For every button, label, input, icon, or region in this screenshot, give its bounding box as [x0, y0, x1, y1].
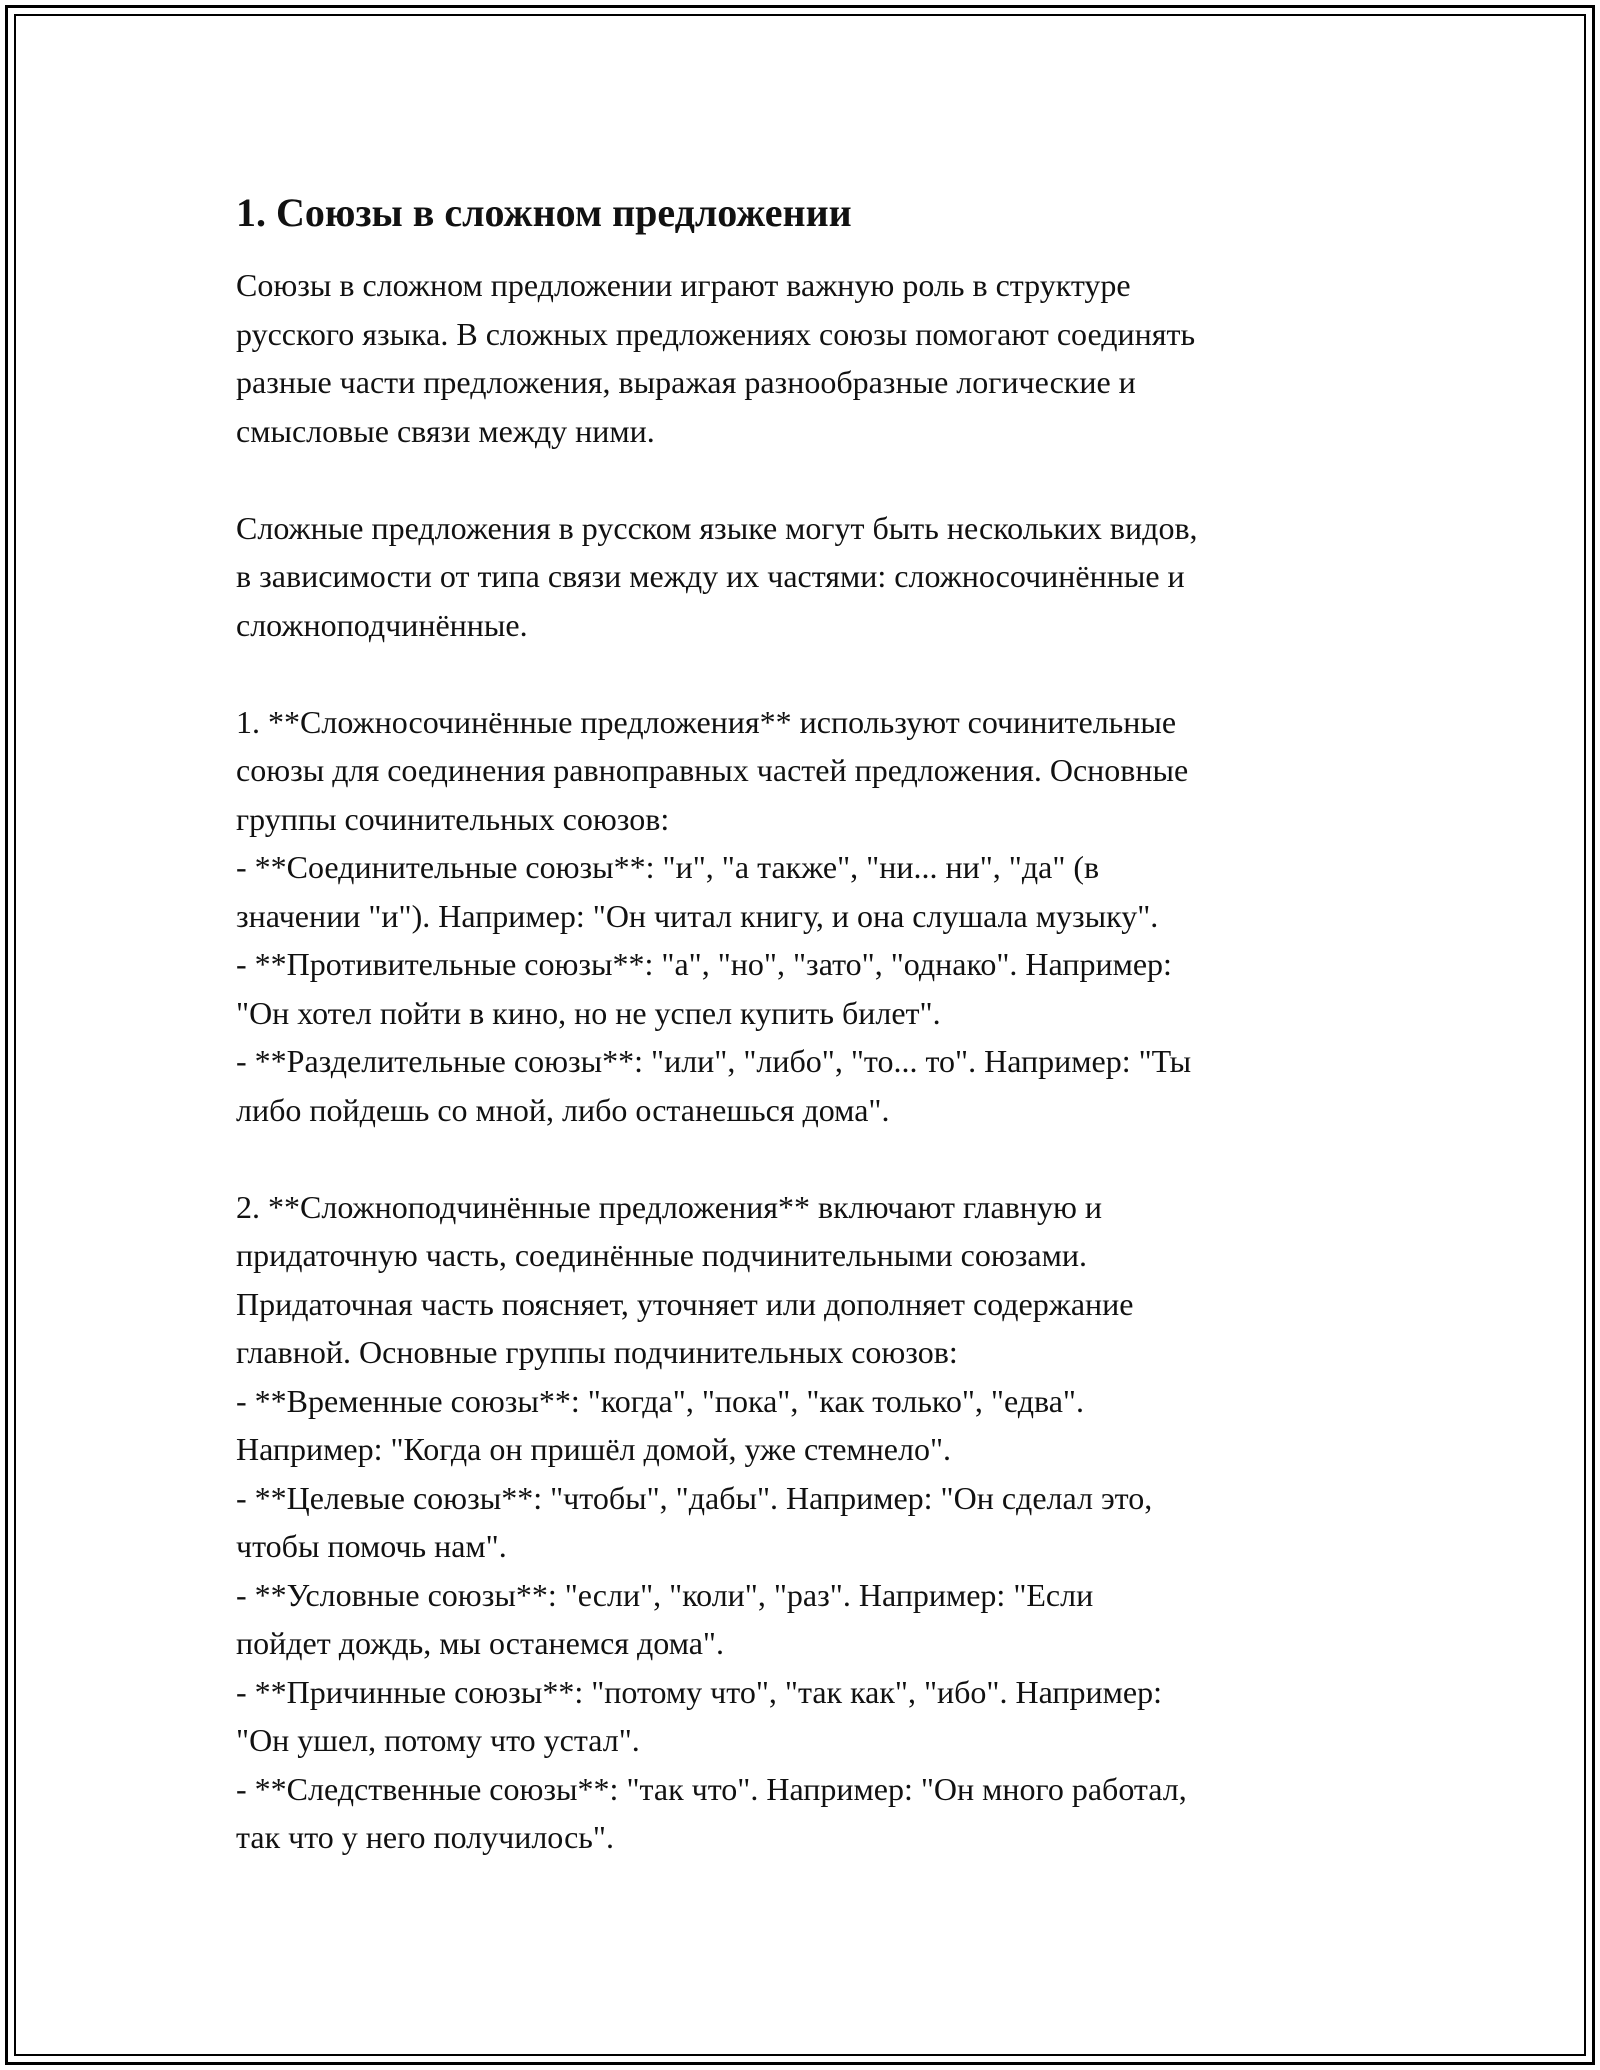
paragraph-compound: 1. **Сложносочинённые предложения** используют сочинительные союзы для соединения равноправных частей предложения. Основные группы сочинительных союзов: - **Соединительные союзы**: "и", "а также", "ни... ни", "да" (в значении "и"). Например: "Он читал книгу, и она слушала музыку". - **Противительные союзы**: "а", "но", "зато", "однако". Например: "Он хотел пойти в кино, но не успел купить билет". - **Разделительные союзы**: "или", "либо", "то... то". Например: "Ты либо пойдешь со мной, либо останешься дома".: [236, 703, 1192, 1128]
paragraph-complex: 2. **Сложноподчинённые предложения** включают главную и придаточную часть, соединённые подчинительными союзами. Придаточная часть поясняет, уточняет или дополняет содержание главной. Основные группы подчинительных союзов: - **Временные союзы**: "когда", "пока", "как только", "едва". Например: "Когда он пришёл домой, уже стемнело". - **Целевые союзы**: "чтобы", "дабы". Например: "Он сделал это, чтобы помочь нам". - **Условные союзы**: "если", "коли", "раз". Например: "Если пойдет дождь, мы останемся дома". - **Причинные союзы**: "потому что", "так как", "ибо". Например: "Он ушел, потому что устал". - **Следственные союзы**: "так что". Например: "Он много работал, так что у него получилось".: [236, 1188, 1187, 1855]
paragraph-intro: Союзы в сложном предложении играют важную роль в структуре русского языка. В сложных предложениях союзы помогают соединять разные части предложения, выражая разнообразные логические и смысловые связи между ними.: [236, 267, 1196, 449]
document-body: [236, 185, 1386, 1862]
paragraph-types: Сложные предложения в русском языке могут быть нескольких видов, в зависимости от типа связи между их частями: сложносочинённые и сложноподчинённые.: [236, 509, 1198, 643]
document-title: 1. Союзы в сложном предложении: [236, 190, 852, 235]
